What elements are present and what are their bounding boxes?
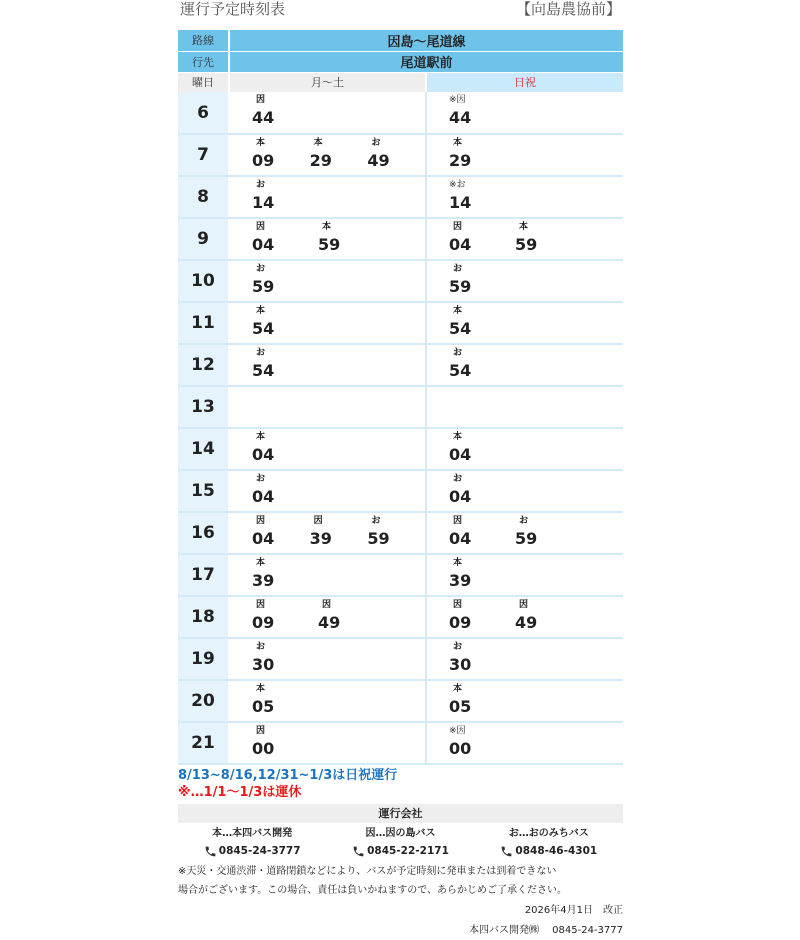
hour-row <box>178 680 623 722</box>
departure-minute: 59 <box>515 529 538 548</box>
weekday-departures <box>229 386 426 428</box>
departure <box>252 471 318 507</box>
operator-mark: 本 <box>256 684 266 694</box>
operator-name: 本…本四バス開発 <box>212 828 293 839</box>
departure <box>252 177 318 213</box>
holiday-departures <box>426 218 623 260</box>
operator-mark: お <box>371 516 381 526</box>
departure <box>449 723 515 759</box>
weekday-departures <box>229 470 426 512</box>
revision-date: 2026年4月1日 改正 <box>524 905 623 916</box>
departure <box>252 219 318 255</box>
hour-row <box>178 512 623 554</box>
hour-label: 6 <box>178 92 229 134</box>
hour-label: 12 <box>178 344 229 386</box>
departure <box>367 513 425 549</box>
weekday-departures <box>229 302 426 344</box>
departure-minute: 54 <box>449 319 472 338</box>
departure-minute: 44 <box>449 108 472 127</box>
operator-mark: お <box>256 348 266 358</box>
departure <box>449 219 515 255</box>
timetable <box>178 30 623 765</box>
holiday-departures <box>426 428 623 470</box>
hour-row <box>178 470 623 512</box>
phone-icon <box>352 845 365 858</box>
hour-label: 10 <box>178 260 229 302</box>
operator-mark: ※因 <box>449 726 466 736</box>
departure-minute: 09 <box>252 613 275 632</box>
departure-minute: 29 <box>309 151 332 170</box>
holiday-departures <box>426 638 623 680</box>
departure <box>449 513 515 549</box>
holiday-departures <box>426 386 623 428</box>
departure <box>449 303 515 339</box>
weekday-departures <box>229 638 426 680</box>
departure <box>449 639 515 675</box>
operator-mark: 因 <box>453 516 463 526</box>
departure-minute: 59 <box>367 529 390 548</box>
operator-mark: 本 <box>256 558 266 568</box>
weekday-departures <box>229 596 426 638</box>
disclaimer-line-2: 場合がございます。この場合、責任は負いかねますので、あらかじめご了承ください。 <box>178 885 567 896</box>
hour-label: 20 <box>178 680 229 722</box>
operator-mark: 本 <box>256 432 266 442</box>
departure <box>449 429 515 465</box>
holiday-departures <box>426 680 623 722</box>
company-contact: 本四バス開発㈱ 0845-24-3777 <box>468 925 623 936</box>
hour-row <box>178 218 623 260</box>
operator-mark: 本 <box>453 432 463 442</box>
departure-minute: 54 <box>252 319 275 338</box>
hour-row <box>178 722 623 764</box>
operator-mark: お <box>256 474 266 484</box>
day-label: 曜日 <box>178 72 229 92</box>
departure-minute: 04 <box>252 529 275 548</box>
operator-mark: ※お <box>449 180 466 190</box>
departure-minute: 49 <box>515 613 538 632</box>
hour-row <box>178 176 623 218</box>
departure-minute: 00 <box>449 739 472 758</box>
holiday-departures <box>426 176 623 218</box>
weekday-departures <box>229 722 426 764</box>
operator-mark: お <box>256 180 266 190</box>
timetable-page <box>178 0 623 940</box>
weekday-departures <box>229 92 426 134</box>
operator-mark: 因 <box>256 516 266 526</box>
operator-mark: 因 <box>256 600 266 610</box>
operator-mark: 本 <box>256 306 266 316</box>
operator-phone[interactable] <box>182 842 322 860</box>
operator-mark: 因 <box>519 600 529 610</box>
hour-label: 13 <box>178 386 229 428</box>
hour-row <box>178 638 623 680</box>
holiday-departures <box>426 134 623 176</box>
weekday-departures <box>229 428 426 470</box>
operator-mark: 因 <box>256 95 266 105</box>
operator-mark: 因 <box>256 726 266 736</box>
hour-row <box>178 302 623 344</box>
departure-minute: 44 <box>252 108 275 127</box>
holiday-departures <box>426 554 623 596</box>
departure-minute: 05 <box>449 697 472 716</box>
operator-mark: 本 <box>453 684 463 694</box>
hour-row <box>178 386 623 428</box>
departure <box>449 555 515 591</box>
operator-mark: お <box>519 516 529 526</box>
departure <box>252 261 318 297</box>
departure-minute: 04 <box>449 445 472 464</box>
departure-minute: 05 <box>252 697 275 716</box>
weekday-header: 月～土 <box>229 72 426 92</box>
weekday-departures <box>229 680 426 722</box>
destination-row <box>178 51 623 72</box>
operator-mark: 本 <box>453 558 463 568</box>
departure <box>252 135 310 171</box>
weekday-departures <box>229 218 426 260</box>
operator-mark: 因 <box>453 600 463 610</box>
operator-mark: 本 <box>453 138 463 148</box>
departure <box>449 135 515 171</box>
disclaimer-line-1: ※天災・交通渋滞・道路閉鎖などにより、バスが予定時刻に発車または到着できない <box>178 866 557 877</box>
operator-mark: 本 <box>256 138 266 148</box>
operator-mark: お <box>256 642 266 652</box>
departure <box>310 135 368 171</box>
departure <box>252 681 318 717</box>
departure-minute: 04 <box>449 487 472 506</box>
title-bar <box>178 0 623 30</box>
departure-minute: 04 <box>252 487 275 506</box>
departure-minute: 54 <box>252 361 275 380</box>
operator-mark: 因 <box>256 222 266 232</box>
departure-minute: 49 <box>367 151 390 170</box>
operator-honshi <box>182 825 322 860</box>
departure <box>318 597 384 633</box>
route-label: 路線 <box>178 30 229 51</box>
departure-minute: 59 <box>449 277 472 296</box>
weekday-departures <box>229 260 426 302</box>
departure <box>252 92 318 128</box>
departure-minute: 04 <box>449 529 472 548</box>
operators-list <box>178 825 623 860</box>
hour-label: 21 <box>178 722 229 764</box>
hour-row <box>178 134 623 176</box>
departure-minute: 59 <box>318 235 341 254</box>
departure <box>367 135 425 171</box>
operator-mark: 本 <box>313 138 323 148</box>
departure-minute: 04 <box>252 445 275 464</box>
departure-minute: 30 <box>252 655 275 674</box>
operator-name: 因…因の島バス <box>365 828 436 839</box>
weekday-departures <box>229 512 426 554</box>
departure <box>310 513 368 549</box>
departure-minute: 14 <box>252 193 275 212</box>
weekday-departures <box>229 554 426 596</box>
departure <box>449 681 515 717</box>
bus-stop-name: 【向島農協前】 <box>515 0 621 18</box>
weekday-departures <box>229 344 426 386</box>
hour-label: 15 <box>178 470 229 512</box>
phone-icon <box>500 845 513 858</box>
holiday-departures <box>426 302 623 344</box>
departure-minute: 39 <box>309 529 332 548</box>
departure <box>252 345 318 381</box>
departure-minute: 59 <box>252 277 275 296</box>
day-row <box>178 72 623 92</box>
hour-label: 7 <box>178 134 229 176</box>
hour-label: 18 <box>178 596 229 638</box>
hour-row <box>178 596 623 638</box>
holiday-header: 日祝 <box>426 72 623 92</box>
operator-mark: 因 <box>322 600 332 610</box>
departure <box>515 513 581 549</box>
departure <box>449 177 515 213</box>
departure-minute: 14 <box>449 193 472 212</box>
holiday-schedule-note: 8/13~8/16,12/31~1/3は日祝運行 <box>178 768 398 783</box>
departure-minute: 39 <box>252 571 275 590</box>
departure <box>252 513 310 549</box>
departure <box>449 471 515 507</box>
holiday-departures <box>426 722 623 764</box>
departure <box>252 639 318 675</box>
hour-row <box>178 260 623 302</box>
departure-minute: 49 <box>318 613 341 632</box>
departure-minute: 59 <box>515 235 538 254</box>
departure-minute: 29 <box>449 151 472 170</box>
suspension-note: ※…1/1～1/3は運休 <box>178 785 302 800</box>
destination-value: 尾道駅前 <box>229 51 623 72</box>
hour-row <box>178 344 623 386</box>
hour-row <box>178 92 623 134</box>
departure <box>515 219 581 255</box>
departure <box>318 219 384 255</box>
holiday-departures <box>426 596 623 638</box>
holiday-departures <box>426 92 623 134</box>
operators-title: 運行会社 <box>178 804 623 823</box>
weekday-departures <box>229 176 426 218</box>
hour-label: 14 <box>178 428 229 470</box>
departure <box>449 597 515 633</box>
departure <box>252 723 318 759</box>
route-value: 因島～尾道線 <box>229 30 623 51</box>
departure-minute: 04 <box>252 235 275 254</box>
operator-mark: 因 <box>313 516 323 526</box>
hour-label: 9 <box>178 218 229 260</box>
hour-label: 8 <box>178 176 229 218</box>
operator-mark: ※因 <box>449 95 466 105</box>
operator-mark: お <box>453 474 463 484</box>
departure-minute: 39 <box>449 571 472 590</box>
phone-number: 0845-22-2171 <box>367 845 449 857</box>
disclaimer <box>178 862 623 900</box>
operator-innoshima <box>330 825 470 860</box>
operator-onomichi <box>479 825 619 860</box>
destination-label: 行先 <box>178 51 229 72</box>
operator-mark: お <box>453 264 463 274</box>
departure-minute: 30 <box>449 655 472 674</box>
hour-row <box>178 554 623 596</box>
departure-minute: 09 <box>449 613 472 632</box>
departure <box>252 303 318 339</box>
departure-minute: 04 <box>449 235 472 254</box>
departure-minute: 09 <box>252 151 275 170</box>
holiday-departures <box>426 260 623 302</box>
departure <box>252 597 318 633</box>
route-row <box>178 30 623 51</box>
operator-phone[interactable] <box>479 842 619 860</box>
operator-mark: 因 <box>453 222 463 232</box>
holiday-departures <box>426 512 623 554</box>
phone-number: 0845-24-3777 <box>218 845 301 857</box>
hour-label: 17 <box>178 554 229 596</box>
operator-mark: 本 <box>453 306 463 316</box>
departure <box>449 261 515 297</box>
operator-phone[interactable] <box>330 842 470 860</box>
departure <box>252 429 318 465</box>
operator-mark: お <box>453 642 463 652</box>
departure <box>449 345 515 381</box>
operator-mark: お <box>453 348 463 358</box>
departure <box>515 597 581 633</box>
departure-minute: 54 <box>449 361 472 380</box>
hour-label: 11 <box>178 302 229 344</box>
page-title: 運行予定時刻表 <box>180 0 286 18</box>
hour-label: 19 <box>178 638 229 680</box>
weekday-departures <box>229 134 426 176</box>
holiday-departures <box>426 344 623 386</box>
hour-label: 16 <box>178 512 229 554</box>
departure <box>252 555 318 591</box>
operator-name: お…おのみちバス <box>508 828 589 839</box>
holiday-departures <box>426 470 623 512</box>
phone-icon <box>204 845 217 858</box>
hour-row <box>178 428 623 470</box>
operator-mark: 本 <box>519 222 529 232</box>
operator-mark: 本 <box>322 222 332 232</box>
operator-mark: お <box>256 264 266 274</box>
departure <box>449 92 515 128</box>
departure-minute: 00 <box>252 739 275 758</box>
phone-number: 0848-46-4301 <box>515 845 598 857</box>
operator-mark: お <box>371 138 381 148</box>
